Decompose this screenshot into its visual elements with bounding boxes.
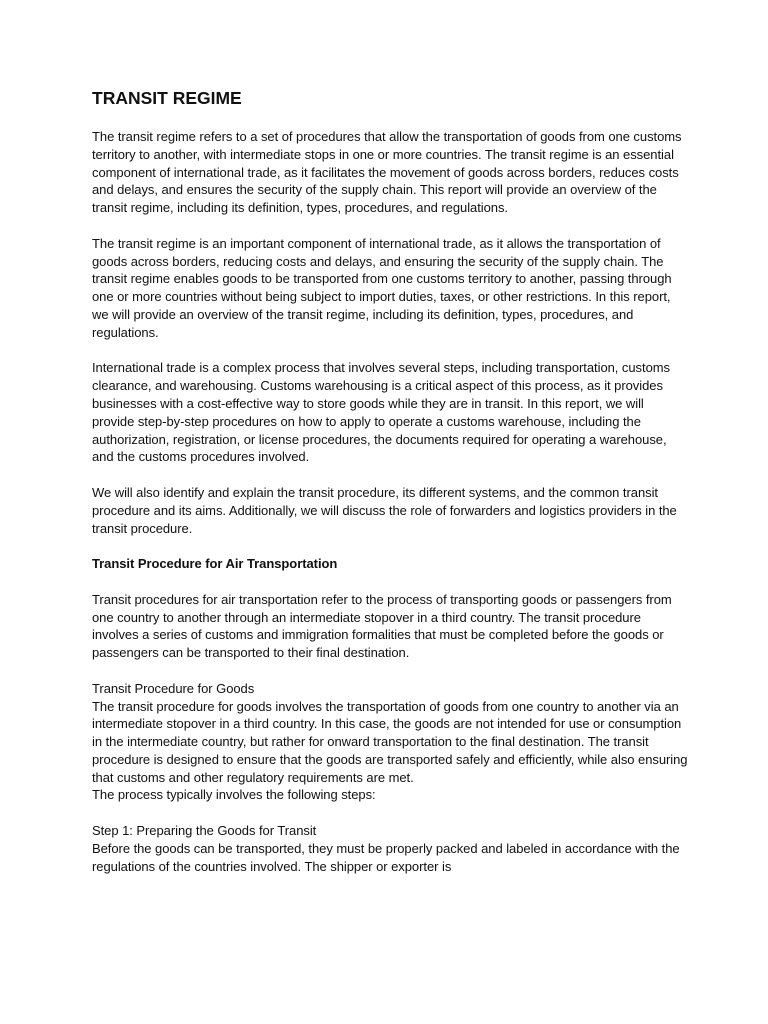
intro-paragraph-4: We will also identify and explain the transit procedure, its different systems, and the common transit procedure and its aims. Additionally, we will discuss the role of forwarders and logistics providers in the transit procedure. — [92, 484, 677, 536]
air-transportation-paragraph: Transit procedures for air transportation refer to the process of transporting goods or passengers from one country to another through an intermediate stopover in a third country. The transit procedure involves a series of customs and immigration formalities that must be completed before the goods or passengers can be transported to their final destination. — [92, 591, 672, 661]
subheading-transit-procedure-goods: Transit Procedure for Goods — [92, 680, 255, 696]
goods-transit-paragraph: The transit procedure for goods involves the transportation of goods from one country to another via an intermediate stopover in a third country. In this case, the goods are not intended for use or consumption in the intermediate country, but rather for onward transportation to the final destination. The transit procedure is designed to ensure that the goods are transported safely and efficiently, while also ensuring that customs and other regulatory requirements are met. — [92, 698, 688, 785]
section-heading-air-transportation: Transit Procedure for Air Transportation — [92, 556, 338, 572]
step-1-paragraph: Before the goods can be transported, they must be properly packed and labeled in accordance with the regulations of the countries involved. The shipper or exporter is — [92, 840, 680, 874]
intro-paragraph-2: The transit regime is an important component of international trade, as it allows the transportation of goods across borders, reducing costs and delays, and ensuring the security of the supply chain. The transit regime enables goods to be transported from one customs territory to another, passing through one or more countries without being subject to import duties, taxes, or other restrictions. In this report, we will provide an overview of the transit regime, including its definition, types, procedures, and regulations. — [92, 235, 672, 340]
step-1-heading: Step 1: Preparing the Goods for Transit — [92, 823, 317, 839]
steps-intro-line: The process typically involves the following steps: — [92, 787, 376, 803]
document-title: TRANSIT REGIME — [92, 88, 242, 108]
intro-paragraph-1: The transit regime refers to a set of procedures that allow the transportation of goods from one customs territory to another, with intermediate stops in one or more countries. The transit regime is an essential component of international trade, as it facilitates the movement of goods across borders, reduces costs and delays, and ensures the security of the supply chain. This report will provide an overview of the transit regime, including its definition, types, procedures, and regulations. — [92, 129, 682, 216]
intro-paragraph-3: International trade is a complex process that involves several steps, including transportation, customs clearance, and warehousing. Customs warehousing is a critical aspect of this process, as it provides businesses with a cost-effective way to store goods while they are in transit. In this report, we will provide step-by-step procedures on how to apply to operate a customs warehouse, including the authorization, registration, or license procedures, the documents required for operating a warehouse, and the customs procedures involved. — [92, 360, 670, 465]
document-body — [92, 86, 688, 875]
